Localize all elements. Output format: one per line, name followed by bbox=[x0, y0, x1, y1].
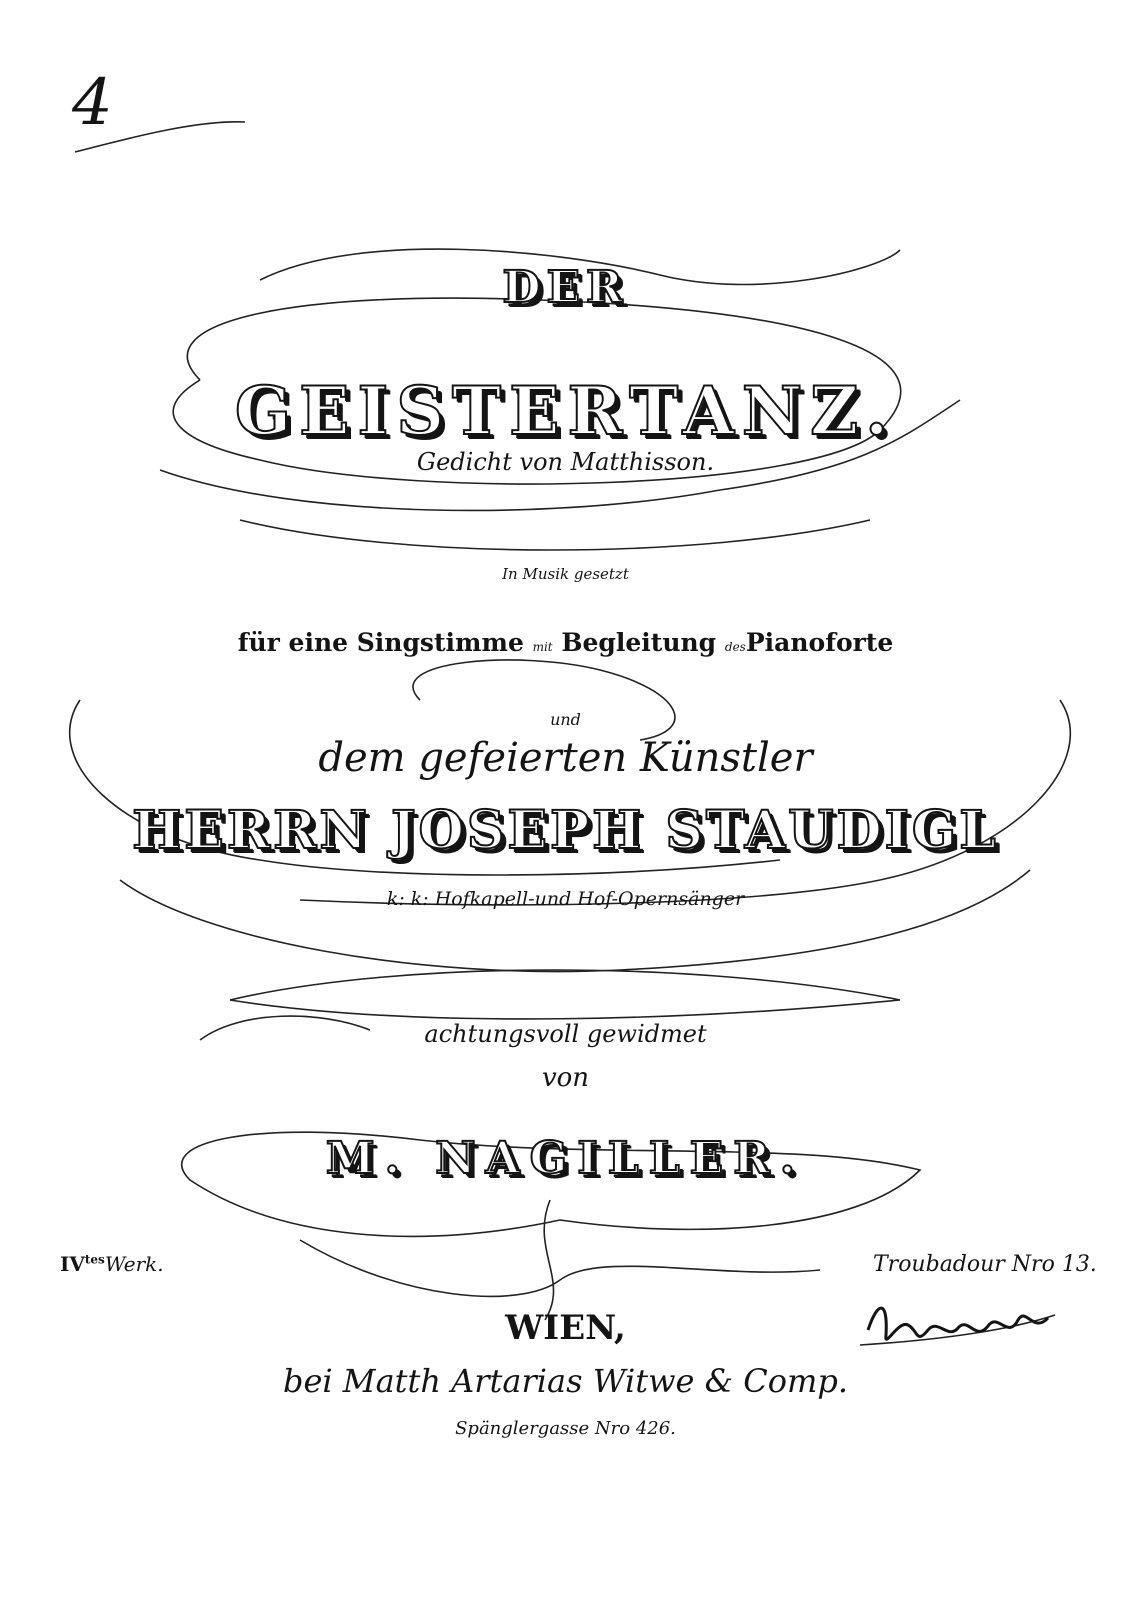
series-number: Troubadour Nro 13. bbox=[873, 1252, 1097, 1277]
conjunction-text: und bbox=[550, 710, 581, 729]
scoring-part3: Pianoforte bbox=[745, 628, 894, 657]
title-article: DER bbox=[502, 262, 629, 313]
publisher-city: WIEN, bbox=[505, 1308, 626, 1348]
opus-numeral: IV bbox=[60, 1252, 85, 1276]
composer-name: M. NAGILLER. bbox=[325, 1133, 806, 1184]
opus-word: Werk. bbox=[104, 1252, 164, 1276]
scoring-line bbox=[0, 628, 1131, 657]
flourish-poet-swash bbox=[240, 520, 870, 550]
publisher-address: Spänglergasse Nro 426. bbox=[455, 1418, 676, 1439]
scoring-part1: für eine Singstimme bbox=[237, 628, 524, 657]
by-text: von bbox=[541, 1063, 590, 1093]
catalog-number: 4 bbox=[72, 66, 113, 140]
poet-line: Gedicht von Matthisson. bbox=[416, 448, 715, 476]
scoring-mit: mit bbox=[532, 640, 553, 654]
set-to-music-text: In Musik gesetzt bbox=[502, 565, 629, 583]
flourish-mid-wave bbox=[230, 970, 900, 1019]
publisher-name: bei Matth Artarias Witwe & Comp. bbox=[282, 1362, 849, 1400]
scoring-part2: Begleitung bbox=[561, 628, 717, 657]
flourish-vertical bbox=[544, 1200, 553, 1320]
opus-number bbox=[60, 1252, 164, 1276]
page-title: GEISTERTANZ. bbox=[234, 372, 897, 450]
dedication-text: achtungsvoll gewidmet bbox=[424, 1020, 707, 1048]
dedicatee-role: k: k: Hofkapell-und Hof-Opernsänger bbox=[386, 888, 745, 910]
scoring-des: des bbox=[724, 640, 746, 654]
opus-superscript: tes bbox=[84, 1252, 105, 1267]
flourish-lower-swash bbox=[300, 1240, 820, 1296]
flourish-role-swash bbox=[120, 870, 1030, 972]
artist-intro: dem gefeierten Künstler bbox=[318, 735, 813, 781]
dedicatee-name: HERRN JOSEPH STAUDIGL bbox=[132, 800, 999, 861]
